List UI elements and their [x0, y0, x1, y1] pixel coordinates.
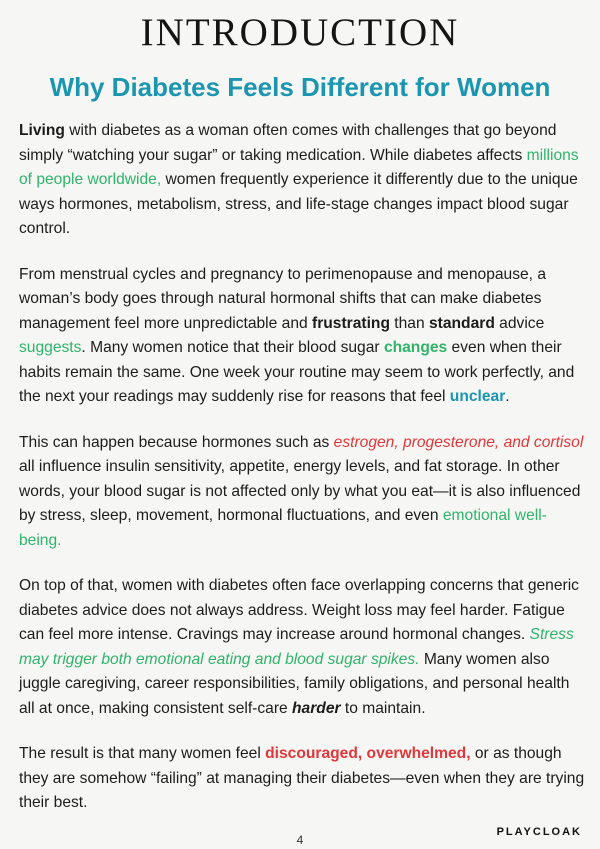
p2-bold-standard: standard: [428, 314, 495, 332]
paragraph-5: [19, 742, 587, 816]
p1-text-a: with diabetes as a woman often comes with challenges that go beyond simply “watching your sugar” or taking medication. While diabetes affects: [19, 122, 557, 164]
p2-text-d: . Many women notice that their blood sugar: [81, 339, 384, 356]
page-subheading: Why Diabetes Feels Different for Women: [49, 72, 551, 102]
p1-highlight-millions: millions of people worldwide,: [19, 146, 579, 188]
p2-text-b: than: [389, 314, 429, 332]
p2-text-a: From menstrual cycles and pregnancy to perimenopause and menopause, a woman’s body goes through natural hormonal shifts that can make diabetes management feel more unpredictable and: [19, 265, 547, 332]
p1-bold-living: Living: [19, 122, 65, 139]
p2-text-c: advice: [494, 314, 545, 332]
p4-text-c: to maintain.: [340, 699, 426, 717]
paragraph-2: [19, 263, 587, 410]
p4-bold-harder: harder: [292, 699, 341, 717]
p2-highlight-changes: changes: [383, 339, 448, 356]
page-heading: INTRODUCTION: [140, 11, 460, 54]
p3-text-a: This can happen because hormones such as: [19, 433, 334, 451]
p5-highlight-discouraged: discouraged, overwhelmed,: [265, 745, 471, 762]
p2-highlight-unclear: unclear: [449, 388, 506, 405]
paragraph-3: [19, 431, 587, 554]
p4-text-a: On top of that, women with diabetes often face overlapping concerns that generic diabetes advice does not always address. Weight loss may feel harder. Fatigue can feel more intense. Cravings may increase around hormonal changes.: [19, 577, 579, 643]
p3-highlight-hormones: estrogen, progesterone, and cortisol: [333, 433, 584, 451]
body-text: [19, 119, 587, 837]
paragraph-4: [19, 574, 587, 721]
page-number: 4: [296, 833, 304, 847]
p5-text-a: The result is that many women feel: [19, 745, 266, 762]
p3-highlight-wellbeing: emotional well-being.: [19, 507, 547, 549]
p3-text-b: all influence insulin sensitivity, appetite, energy levels, and fat storage. In other words, your blood sugar is not affected only by what you eat—it is also influenced by stress, sleep, movement, hormonal fluctuations, and even: [19, 458, 581, 524]
p5-text-b: or as though they are somehow “failing” at managing their diabetes—even when they are trying their best.: [19, 745, 585, 811]
p1-text-b: women frequently experience it differently due to the unique ways hormones, metabolism, stress, and life-stage changes impact blood sugar control.: [19, 171, 578, 237]
paragraph-1: [19, 119, 587, 242]
brand-logo: PLAYCLOAK: [496, 826, 582, 838]
p4-highlight-stress: Stress may trigger both emotional eating and blood sugar spikes.: [19, 626, 574, 668]
p2-text-f: .: [505, 388, 510, 405]
p4-text-b: Many women also juggle caregiving, career responsibilities, family obligations, and personal health all at once, making consistent self-care: [19, 650, 570, 717]
p2-bold-frustrating: frustrating: [312, 314, 390, 332]
p2-highlight-suggests: suggests: [19, 339, 82, 356]
p2-text-e: even when their habits remain the same. One week your routine may seem to work perfectly, and the next your readings may suddenly rise for reasons that feel: [19, 339, 575, 405]
